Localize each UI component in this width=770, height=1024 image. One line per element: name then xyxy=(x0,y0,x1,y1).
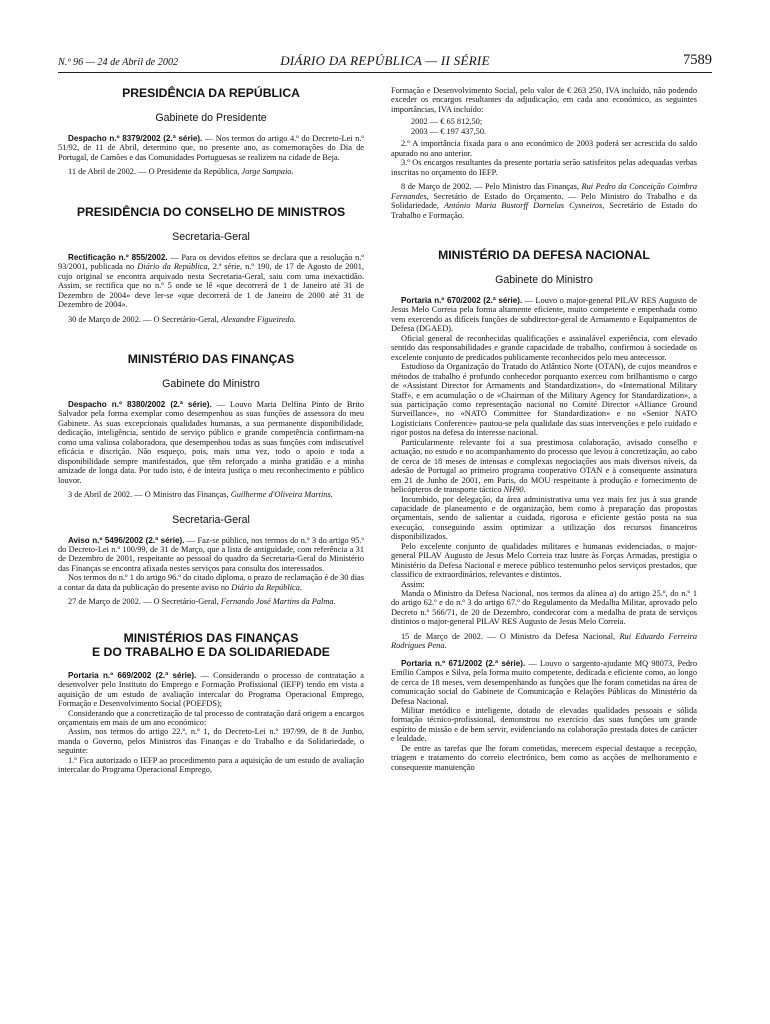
paragraph: Estudioso da Organização do Tratado do Atlântico Norte (OTAN), de cujos meandros e métodos de trabalho é profundo conhecedor porquanto exerceu com brilhantismo o cargo de «Assistant Director for Armaments and Standardization», do «International Military Staff», e em acumulação o de «Chairman of the Military Agency for Standardization», a sua participação como representação nacional no Comité Director «Alliance Ground Surveillance», no «NATO Committee for Standardization» e no «Senior NATO Logisticians Conference» pautou-se pela qualidade das suas intervenções e pelo cuidado e rigor postos na defesa do interesse nacional. xyxy=(391,362,697,438)
signature-line xyxy=(58,597,364,606)
document-reference: Rectificação n.º 855/2002. xyxy=(68,252,168,262)
paragraph: Militar metódico e inteligente, dotado de elevadas qualidades pessoais e sólida formação técnico-profissional, demonstrou no exercício das suas funções um grande espírito de missão e de bem servir, evidenciando na colaboração prestada dotes de carácter e lealdade. xyxy=(391,706,697,744)
page-header xyxy=(58,52,712,73)
paragraph: Incumbido, por delegação, da área administrativa uma vez mais fez jus à sua grande capacidade de planeamento e de organização, bem como à preparação das propostas orçamentais, sendo de salientar a cuidada, rigorosa e eficiente gestão posta na sua execução, conseguindo assim optimizar a utilização dos recursos financeiros disponibilizados. xyxy=(391,494,697,542)
aviso-5496 xyxy=(58,536,364,574)
paragraph: Considerando que a concretização de tal processo de contratação dará origem a encargos orçamentais em mais de um ano económico: xyxy=(58,708,364,727)
signatory-name: Rui Pedro da Conceição Coimbra Fernandes xyxy=(391,182,697,201)
section-title-pcm: PRESIDÊNCIA DO CONSELHO DE MINISTROS xyxy=(76,204,346,219)
amount-list xyxy=(411,117,697,136)
section-subtitle: Gabinete do Ministro xyxy=(162,377,260,390)
section-title-financas-trabalho: MINISTÉRIOS DAS FINANÇAS xyxy=(123,630,299,645)
paragraph-text: — Louvo o major-general PILAV RES Augusto de Jesus Melo Correia pela forma altamente eficiente, muito competente e empenhada como vem exercendo as difíceis funções de subdirector-geral de Armamento e Equipamentos de Defesa (DGAED). xyxy=(391,295,697,334)
paragraph: Pelo excelente conjunto de qualidades militares e humanas evidenciadas, o major-general PILAV Augusto de Jesus Melo Correia traz lustre às Forças Armadas, prestigia o Ministério da Defesa Nacional e merece público testemunho pelos serviços prestados, que classifico de extraordinários, relevantes e distintos. xyxy=(391,541,697,580)
signatory-name: António Maria Bustorff Dornelas Cysneiros xyxy=(443,201,603,211)
paragraph-text: — Nos termos do artigo 4.º do Decreto-Lei n.º 51/92, de 11 de Abril, determino que, no presente ano, as comemorações do Dia de Portugal, de Camões e das Comunidades Portuguesas se realizem na cidade de Beja. xyxy=(58,134,365,162)
left-column xyxy=(58,86,364,775)
paragraph-text: Particularmente relevante foi a sua prestimosa colaboração, avisado conselho e actuação, no estudo e no acompanhamento do processo que levou à concretização, ao cabo de cerca de 18 meses de intensas e complexas negociações aos mais diversos níveis, da adesão de Portugal ao primeiro programa cooperativo OTAN e à consequente assinatura em 21 de Junho de 2001, em Paris, do MOU respeitante à produção e fornecimento de helicópteros de transporte táctico xyxy=(391,437,697,495)
paragraph-text: — Louvo o sargento-ajudante MQ 98073, Pedro Emílio Campos e Silva, pela forma muito competente, dedicada e eficiente como, ao longo de cerca de 18 meses, vem desempenhando as funções que lhe foram cometidas na área de comunicação social do Gabinete de Comunicação e Relações Públicas do Ministério da Defesa Nacional. xyxy=(391,658,697,706)
paragraph xyxy=(58,573,364,592)
paragraph: Oficial general de reconhecidas qualificações e assinalável experiência, com elevado sentido das responsabilidades e grande capacidade de trabalho, confirmou à sociedade os excelente conjunto de predicados publicamente reconhecidos pelo meu antecessor. xyxy=(391,333,697,362)
paragraph: De entre as tarefas que lhe foram cometidas, merecem especial destaque a recepção, triagem e tratamento do correio electrónico, bem como as acções de melhoramento e consequente manutenção xyxy=(391,743,697,772)
document-reference: Despacho n.º 8379/2002 (2.ª série). xyxy=(68,134,203,143)
signature-text: 27 de Março de 2002. — O Secretário-Geral, xyxy=(68,597,221,607)
paragraph: 3.º Os encargos resultantes da presente portaria serão satisfeitos pelas adequadas verbas inscritas no orçamento do IEFP. xyxy=(391,158,697,177)
signature-text: 11 de Abril de 2002. — O Presidente da República, xyxy=(68,167,242,177)
paragraph xyxy=(391,589,697,627)
signature-line xyxy=(58,315,364,324)
paragraph: 2.º A importância fixada para o ano económico de 2003 poderá ser acrescida do saldo apurado no ano anterior. xyxy=(391,139,697,158)
section-subtitle: Gabinete do Presidente xyxy=(155,112,267,124)
paragraph-text: — Considerando o processo de contratação a desenvolver pelo Instituto do Emprego e Formação Profissional (IEFP) tendo em vista a aquisição de um estudo de avaliação intercalar do Programa Operacional Emprego, Formação e Desenvolvimento Social (POEFDS); xyxy=(58,670,365,709)
despacho-8380 xyxy=(58,400,364,485)
document-reference: Aviso n.º 5496/2002 (2.ª série). xyxy=(68,535,185,545)
paragraph-text: , 2.ª série, n.º 190, de 17 de Agosto de 2001, cujo original se encontra arquivado nesta Secretaria-Geral, saiu com uma inexactidão. Assim, se rectifica que no n.º 5 onde se lê «que decorrerá de 1 de Janeiro até 31 de Dezembro de 2004» deve ler-se «que decorrerá de 1 de Janeiro de 2000 até 31 de Dezembro de 2004». xyxy=(58,262,364,310)
paragraph-text: Nos termos do n.º 1 do artigo 96.º do citado diploma, o prazo de reclamação é de 30 dias a contar da data da publicação do presente aviso no xyxy=(58,573,364,592)
signature-line xyxy=(391,182,697,220)
document-reference: Portaria n.º 670/2002 (2.ª série). xyxy=(401,295,523,305)
signature-text: , Secretário de Estado do Orçamento. — Pelo Ministro do Trabalho e da Solidariedade, xyxy=(391,191,697,211)
signature-text: 30 de Março de 2002. — O Secretário-Geral, xyxy=(68,314,221,324)
signature-text: , Secretário de Estado do Trabalho e Formação. xyxy=(391,201,697,220)
document-reference: Portaria n.º 671/2002 (2.ª série). xyxy=(401,658,526,668)
section-title-financas: MINISTÉRIO DAS FINANÇAS xyxy=(127,351,295,366)
signature-line xyxy=(58,490,364,499)
paragraph-text: — Louvo Maria Delfina Pinto de Brito Salvador pela forma exemplar como desempenhou as suas funções de assessora do meu Gabinete. As suas excepcionais qualidades humanas, a sua permanente disponibilidade, dedicação, inteligência, sentido de serviço público e grande competência confirmam-na como uma valiosa colaboradora, que desempenhou todas as suas funções com indiscutível eficácia e discrição. Não esqueço, pois, mais uma vez, todo o apoio e toda a disponibilidade sempre manifestados, que têm reforçado a minha gratidão e a minha amizade de longa data. Por tudo isto, é de inteira justiça o meu reconhecimento e público louvor. xyxy=(58,399,365,485)
signature-text: 8 de Março de 2002. — Pelo Ministro das Finanças, xyxy=(401,182,582,192)
signatory-name: Rui Eduardo Ferreira Rodrigues Pena. xyxy=(391,631,697,651)
publication-name: Diário da República xyxy=(231,582,300,592)
paragraph-text: — Para os devidos efeitos se declara que a resolução n.º 93/2001, publicada no xyxy=(58,252,364,272)
signatory-name: Jorge Sampaio. xyxy=(241,167,294,177)
section-subtitle: Secretaria-Geral xyxy=(172,513,250,526)
section-subtitle: Secretaria-Geral xyxy=(172,230,250,243)
paragraph xyxy=(391,438,697,495)
page-number: 7589 xyxy=(683,52,712,68)
section-title-financas-trabalho-2: E DO TRABALHO E DA SOLIDARIEDADE xyxy=(92,644,330,659)
signature-text: 3 de Abril de 2002. — O Ministro das Finanças, xyxy=(68,490,231,500)
italic-term: a xyxy=(609,589,614,599)
document-reference: Portaria n.º 669/2002 (2.ª série). xyxy=(68,670,197,680)
signature-line xyxy=(391,632,697,651)
portaria-670 xyxy=(391,296,697,334)
portaria-669 xyxy=(58,671,364,709)
document-reference: Despacho n.º 8380/2002 (2.ª série). xyxy=(68,399,212,409)
list-item: 2002 — € 65 812,50; xyxy=(411,117,483,127)
rectificacao-855 xyxy=(58,253,364,310)
signature-line xyxy=(58,167,364,176)
publication-name: Diário da República xyxy=(137,262,208,272)
paragraph-text: — Faz-se público, nos termos do n.º 3 do artigo 95.º do Decreto-Lei n.º 100/99, de 31 de Março, que a lista de antiguidade, com referência a 31 de Dezembro de 2001, respeitante ao pessoal do quadro da Secretaria-Geral do Ministério das Finanças se encontra afixada nestes serviços para consulta dos interessados. xyxy=(58,535,364,573)
paragraph-text: . xyxy=(299,582,302,592)
italic-term: NH90 xyxy=(503,485,524,495)
paragraph: Formação e Desenvolvimento Social, pelo valor de € 263 250, IVA incluído, não podendo exceder os encargos resultantes da adjudicação, em cada ano económico, as seguintes importâncias, IVA incluído: xyxy=(391,86,697,114)
paragraph: Assim, nos termos do artigo 22.º, n.º 1, do Decreto-Lei n.º 197/99, de 8 de Junho, manda o Governo, pelos Ministros das Finanças e do Trabalho e da Solidariedade, o seguinte: xyxy=(58,727,364,756)
despacho-8379 xyxy=(58,134,364,162)
signatory-name: Guilherme d'Oliveira Martins. xyxy=(230,490,333,500)
paragraph: Assim: xyxy=(401,579,425,589)
signatory-name: Alexandre Figueiredo. xyxy=(220,314,296,324)
paragraph: 1.º Fica autorizado o IEFP ao procedimento para a aquisição de um estudo de avaliação intercalar do Programa Operacional Emprego, xyxy=(58,755,364,775)
paragraph-text: . xyxy=(523,485,526,495)
section-subtitle: Gabinete do Ministro xyxy=(495,273,593,286)
journal-title: DIÁRIO DA REPÚBLICA — II SÉRIE xyxy=(280,53,490,68)
signature-text: 15 de Março de 2002. — O Ministro da Defesa Nacional, xyxy=(401,631,620,641)
list-item: 2003 — € 197 437,50. xyxy=(411,126,487,136)
paragraph-text: Manda o Ministro da Defesa Nacional, nos termos da alínea xyxy=(401,589,610,599)
section-title-defesa: MINISTÉRIO DA DEFESA NACIONAL xyxy=(438,247,650,262)
section-title-presidencia: PRESIDÊNCIA DA REPÚBLICA xyxy=(122,86,300,100)
paragraph-text: ) do artigo 25.º, do n.º 1 do artigo 62.º e do n.º 3 do artigo 67.º do Regulamento da Medalha Militar, aprovado pelo Decreto n.º 566/71, de 20 de Dezembro, condecorar com a medalha de prata de serviços distintos o major-general PILAV RES Augusto de Jesus Melo Correia. xyxy=(391,589,697,627)
issue-date: N.º 96 — 24 de Abril de 2002 xyxy=(58,57,179,68)
right-column xyxy=(391,86,697,772)
signatory-name: Fernando José Martins da Palma. xyxy=(220,597,336,607)
portaria-671 xyxy=(391,659,697,706)
